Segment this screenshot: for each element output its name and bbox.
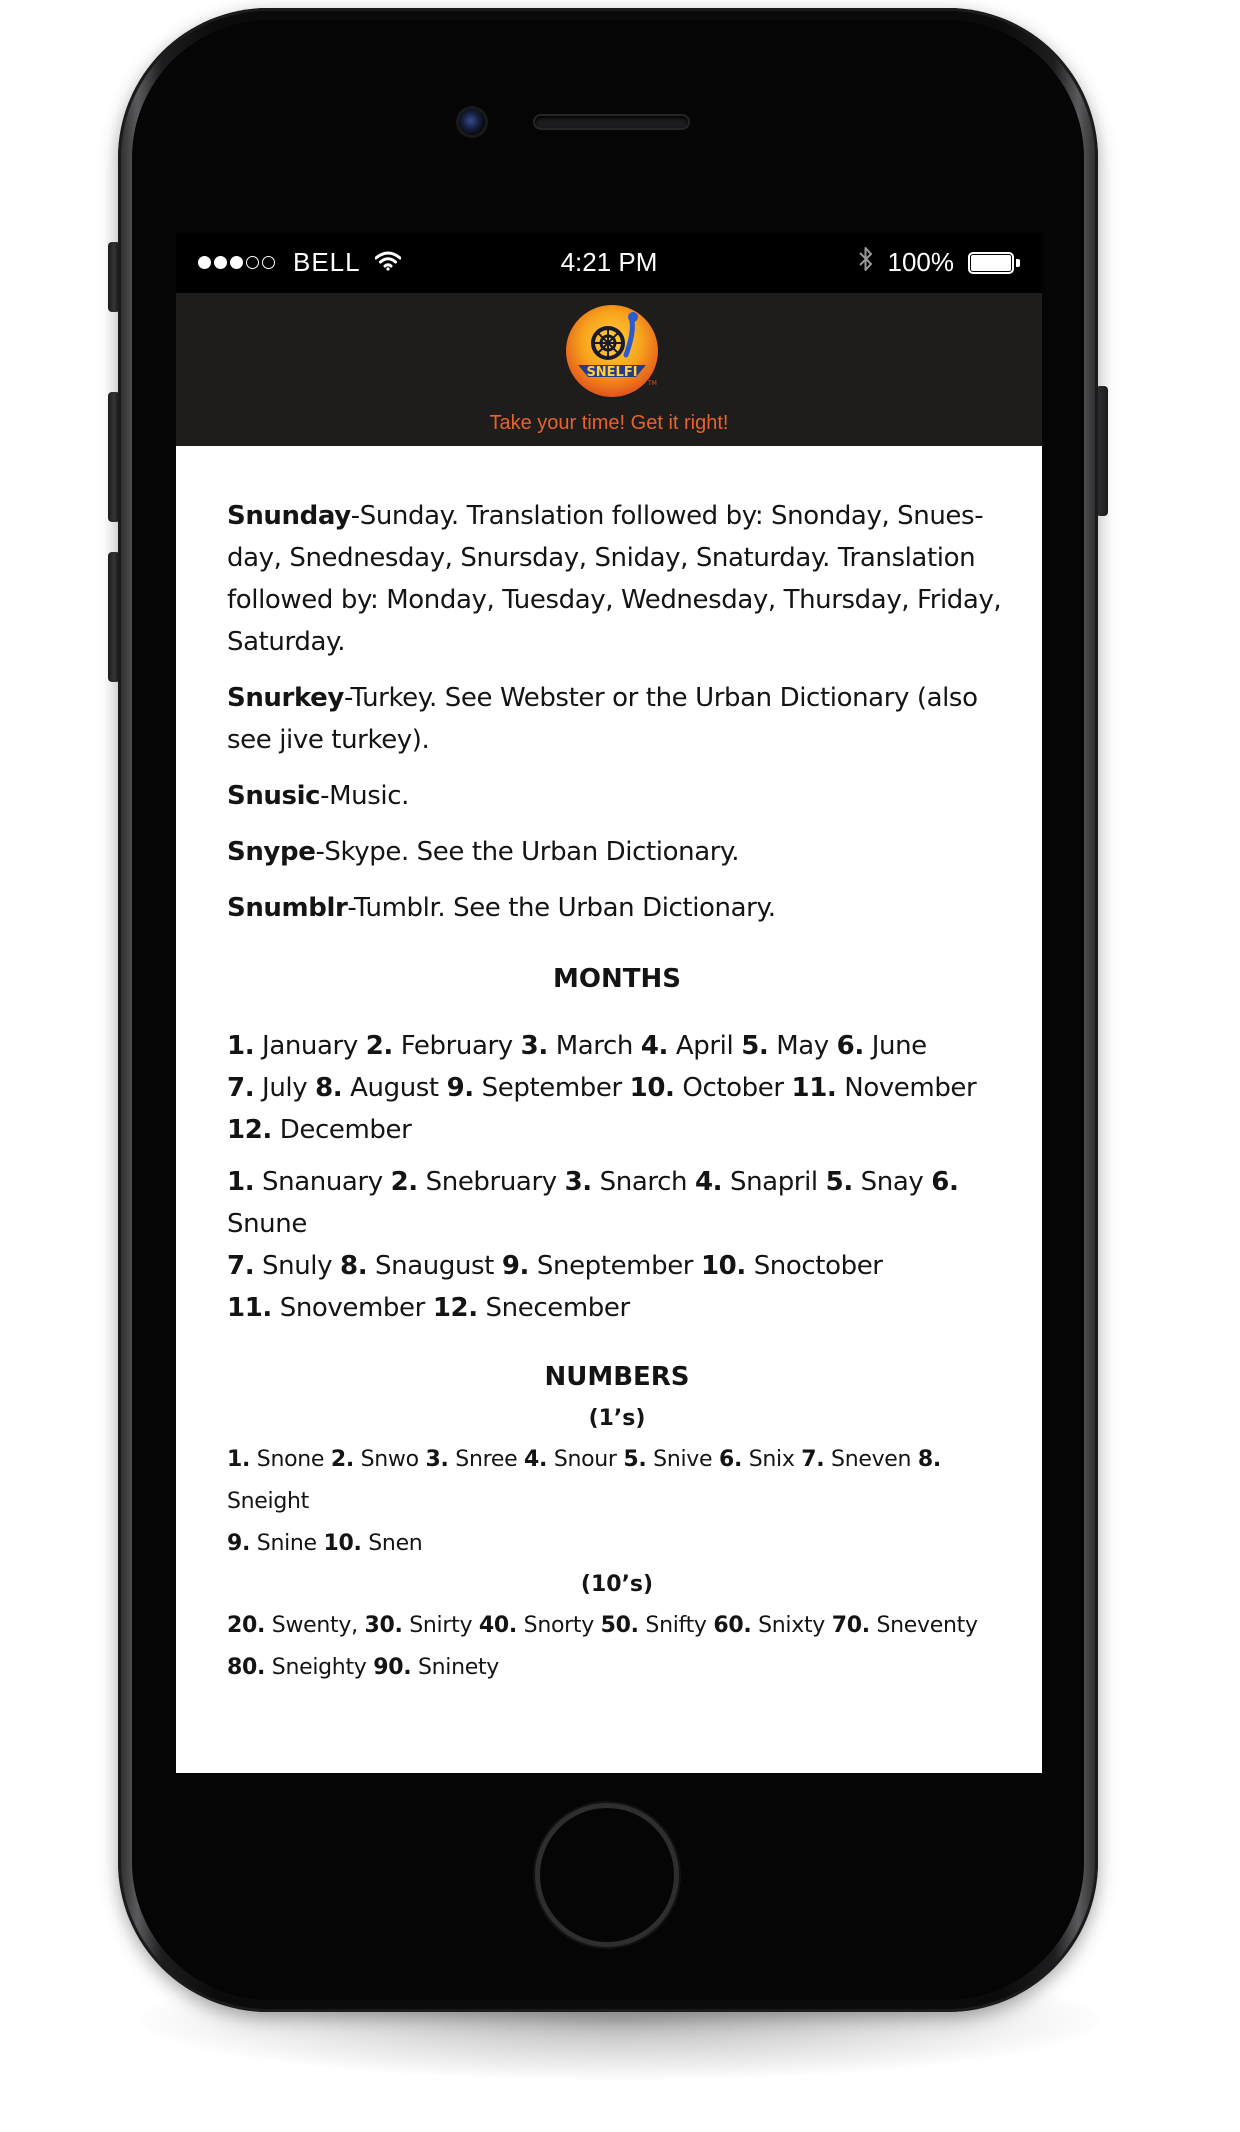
item-number: 10.	[629, 1073, 675, 1103]
list-item	[630, 1073, 784, 1103]
item-number: 5.	[623, 1447, 647, 1472]
item-word: Sneven	[831, 1447, 912, 1472]
item-word: Sneventy	[876, 1613, 978, 1638]
months-heading: MONTHS	[553, 964, 681, 994]
item-number: 60.	[713, 1613, 752, 1638]
list-item	[792, 1073, 977, 1103]
list-item	[227, 1655, 367, 1680]
item-word: Swenty,	[271, 1613, 358, 1638]
list-item	[447, 1073, 622, 1103]
svg-text:SNELFI: SNELFI	[586, 365, 638, 380]
item-word: Snarch	[599, 1167, 688, 1197]
item-word: Snanuary	[262, 1167, 383, 1197]
list-item	[826, 1167, 924, 1197]
tens-list	[227, 1605, 1007, 1689]
status-time: 4:21 PM	[560, 247, 658, 277]
status-right	[858, 245, 1021, 280]
list-item	[837, 1031, 927, 1061]
entry-term: Snunday	[227, 501, 351, 531]
item-number: 1.	[227, 1167, 255, 1197]
item-word: December	[279, 1115, 412, 1145]
item-word: Sninety	[417, 1655, 500, 1680]
item-number: 3.	[520, 1031, 548, 1061]
item-word: Snifty	[645, 1613, 707, 1638]
list-item	[315, 1073, 439, 1103]
item-number: 40.	[478, 1613, 517, 1638]
item-word: November	[844, 1073, 977, 1103]
list-item	[623, 1447, 712, 1472]
item-number: 30.	[364, 1613, 403, 1638]
item-number: 10.	[323, 1531, 362, 1556]
item-number: 4.	[640, 1031, 668, 1061]
list-item	[227, 677, 1007, 761]
carrier-name: BELL	[293, 247, 361, 277]
dictionary-content	[227, 495, 1007, 1689]
item-number: 20.	[227, 1613, 266, 1638]
entry-term: Snype	[227, 837, 316, 867]
item-word: Snix	[748, 1447, 795, 1472]
item-word: Snovember	[279, 1293, 425, 1323]
list-item	[433, 1293, 630, 1323]
item-number: 3.	[564, 1167, 592, 1197]
item-number: 9.	[501, 1251, 530, 1281]
tens-heading: (10’s)	[580, 1572, 654, 1597]
item-number: 2.	[330, 1447, 354, 1472]
entry-term: Snumblr	[227, 893, 348, 923]
phone-screen	[176, 233, 1042, 1773]
app-header	[176, 293, 1042, 446]
item-word: October	[682, 1073, 784, 1103]
status-bar	[176, 233, 1042, 293]
snelfi-logo[interactable]	[564, 303, 660, 399]
item-word: Snapril	[729, 1167, 818, 1197]
item-number: 7.	[801, 1447, 825, 1472]
item-number: 80.	[227, 1655, 266, 1680]
item-number: 11.	[227, 1293, 272, 1323]
entry-term: Snusic	[227, 781, 321, 811]
earpiece-speaker	[535, 116, 688, 128]
item-word: August	[350, 1073, 439, 1103]
list-item	[521, 1031, 633, 1061]
item-word: Sneptember	[536, 1251, 694, 1281]
entry-term: Snurkey	[227, 683, 344, 713]
item-number: 11.	[791, 1073, 837, 1103]
item-word: Sneight	[227, 1489, 309, 1514]
list-item	[695, 1167, 818, 1197]
list-item	[426, 1447, 518, 1472]
item-word: January	[262, 1031, 358, 1061]
item-number: 7.	[227, 1073, 255, 1103]
item-word: Snune	[227, 1209, 307, 1239]
list-item	[801, 1447, 911, 1472]
item-word: April	[675, 1031, 734, 1061]
item-word: March	[555, 1031, 633, 1061]
ones-list	[227, 1439, 1007, 1565]
item-word: July	[262, 1073, 308, 1103]
list-item	[340, 1251, 494, 1281]
list-item	[227, 495, 1007, 663]
tagline: Take your time! Get it right!	[489, 412, 729, 434]
item-word: Snuly	[262, 1251, 333, 1281]
list-item	[479, 1613, 594, 1638]
list-item	[832, 1613, 978, 1638]
list-item	[331, 1447, 419, 1472]
bluetooth-icon	[858, 245, 874, 280]
list-item	[227, 1115, 411, 1145]
item-number: 10.	[700, 1251, 746, 1281]
list-item	[227, 1447, 324, 1472]
list-item	[524, 1447, 617, 1472]
item-word: Snaugust	[375, 1251, 494, 1281]
item-number: 50.	[600, 1613, 639, 1638]
list-item	[364, 1613, 472, 1638]
item-word: Snour	[553, 1447, 617, 1472]
list-item	[227, 1293, 425, 1323]
item-number: 7.	[227, 1251, 255, 1281]
list-item	[227, 887, 1007, 929]
ones-heading: (1’s)	[588, 1406, 646, 1431]
item-number: 12.	[227, 1115, 272, 1145]
item-number: 5.	[741, 1031, 769, 1061]
list-item	[227, 1251, 332, 1281]
list-item	[227, 1613, 358, 1638]
item-number: 6.	[718, 1447, 743, 1472]
list-item	[323, 1531, 422, 1556]
item-number: 12.	[432, 1293, 478, 1323]
list-item	[227, 1031, 358, 1061]
item-number: 90.	[373, 1655, 412, 1680]
item-number: 8.	[315, 1073, 343, 1103]
list-item	[641, 1031, 733, 1061]
battery-percent: 100%	[887, 247, 954, 277]
home-button	[540, 1808, 674, 1942]
item-number: 6.	[931, 1167, 959, 1197]
item-word: Snree	[455, 1447, 518, 1472]
months-english	[227, 1025, 1007, 1151]
item-word: Snecember	[485, 1293, 630, 1323]
list-item	[227, 775, 1007, 817]
entries-list	[227, 495, 1007, 929]
list-item	[601, 1613, 707, 1638]
svg-text:TM: TM	[648, 380, 657, 387]
item-number: 3.	[425, 1447, 449, 1472]
item-word: Snen	[368, 1531, 423, 1556]
list-item	[502, 1251, 693, 1281]
item-word: Snorty	[523, 1613, 594, 1638]
list-item	[227, 1073, 307, 1103]
item-word: Snay	[860, 1167, 924, 1197]
item-word: Snixty	[758, 1613, 826, 1638]
item-word: Snive	[653, 1447, 713, 1472]
item-word: May	[776, 1031, 829, 1061]
list-item	[565, 1167, 687, 1197]
entry-definition: -Turkey. See Webster or the Urban Dictionary (also see jive turkey).	[227, 683, 978, 755]
item-number: 4.	[694, 1167, 723, 1197]
item-word: June	[871, 1031, 927, 1061]
list-item	[713, 1613, 825, 1638]
list-item	[701, 1251, 883, 1281]
item-number: 4.	[524, 1447, 548, 1472]
list-item	[227, 1531, 317, 1556]
list-item	[391, 1167, 557, 1197]
item-word: Snwo	[360, 1447, 419, 1472]
numbers-heading: NUMBERS	[544, 1362, 690, 1392]
item-number: 9.	[227, 1531, 251, 1556]
item-number: 1.	[227, 1447, 251, 1472]
item-word: September	[481, 1073, 622, 1103]
item-number: 1.	[227, 1031, 255, 1061]
item-word: Sneighty	[271, 1655, 367, 1680]
months-snelfi	[227, 1161, 1007, 1329]
item-word: February	[400, 1031, 513, 1061]
item-number: 2.	[390, 1167, 418, 1197]
entry-definition: -Music.	[320, 781, 409, 811]
list-item	[227, 1167, 383, 1197]
list-item	[227, 831, 1007, 873]
item-number: 5.	[825, 1167, 853, 1197]
item-number: 6.	[836, 1031, 864, 1061]
item-word: Snirty	[409, 1613, 473, 1638]
list-item	[741, 1031, 829, 1061]
front-camera	[459, 109, 485, 135]
entry-definition: -Tumblr. See the Urban Dictionary.	[347, 893, 776, 923]
item-number: 8.	[340, 1251, 368, 1281]
item-word: Snine	[256, 1531, 317, 1556]
battery-icon	[968, 252, 1020, 274]
entry-definition: -Skype. See the Urban Dictionary.	[315, 837, 740, 867]
item-word: Snoctober	[753, 1251, 883, 1281]
item-number: 9.	[446, 1073, 474, 1103]
list-item	[373, 1655, 499, 1680]
entry-definition: -Sunday. Translation followed by: Snonday, Snuesday, Snednesday, Snursday, Sniday, Snaturday. Translation followed by: Monday, Tuesday, Wednesday, Thursday, Friday, Saturday.	[227, 501, 1002, 657]
item-number: 8.	[917, 1447, 941, 1472]
list-item	[719, 1447, 795, 1472]
item-number: 2.	[365, 1031, 393, 1061]
item-word: Snone	[256, 1447, 325, 1472]
list-item	[366, 1031, 513, 1061]
item-word: Snebruary	[425, 1167, 557, 1197]
item-number: 70.	[831, 1613, 870, 1638]
